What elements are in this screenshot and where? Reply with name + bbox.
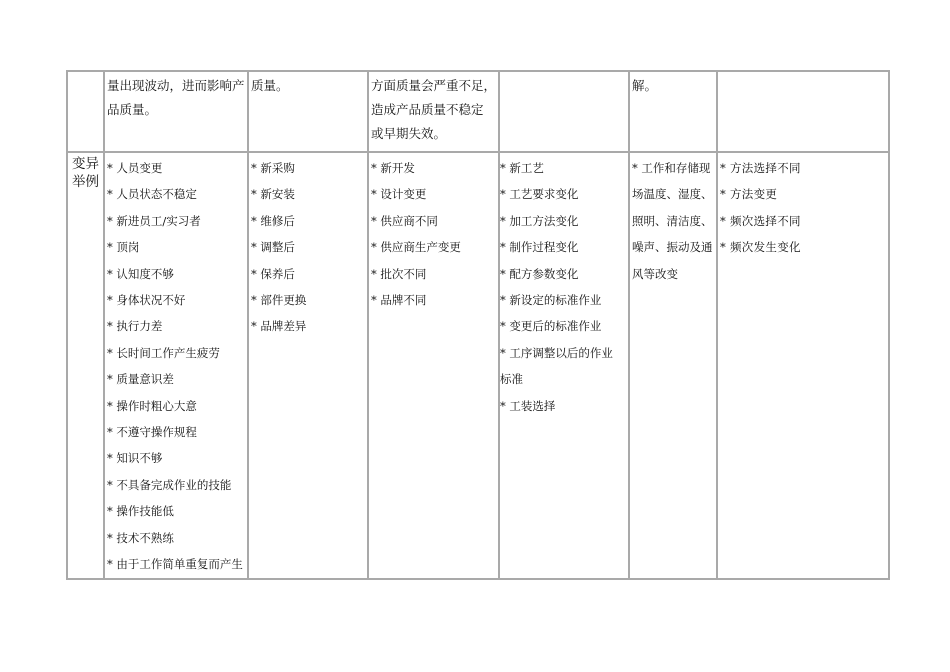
examples-environment: [629, 152, 717, 579]
cell-text-line: 标准: [500, 372, 523, 387]
cell-text-line: * 技术不熟练: [107, 530, 174, 545]
variation-table: [66, 70, 890, 580]
cell-text-line: * 工作和存储现: [632, 161, 711, 175]
top-label-cell: [67, 71, 104, 152]
cell-text-line: * 操作技能低: [107, 504, 174, 519]
cell-text-line: 量出现波动，进而影响产: [107, 78, 245, 93]
cell-text-line: * 工艺要求变化: [500, 187, 579, 202]
cell-text-line: * 人员变更: [107, 161, 163, 175]
cell-text-line: * 知识不够: [107, 451, 163, 466]
top-cell-machine: [248, 71, 368, 152]
cell-text-line: * 新工艺: [500, 161, 544, 175]
cell-text-line: * 执行力差: [107, 319, 163, 334]
cell-text-line: * 调整后: [251, 240, 295, 255]
cell-text-line: * 操作时粗心大意: [107, 398, 197, 413]
cell-text-line: 品质量。: [107, 102, 158, 117]
cell-text-line: * 长时间工作产生疲劳: [107, 345, 220, 360]
cell-text-line: * 供应商生产变更: [371, 240, 461, 255]
cell-text-line: 解。: [632, 78, 658, 93]
cell-text-line: * 质量意识差: [107, 372, 174, 387]
cell-text-line: 变异: [72, 156, 99, 172]
cell-text-line: * 认知度不够: [107, 266, 174, 281]
variation-examples-row: [67, 152, 889, 579]
cell-text-line: * 顶岗: [107, 240, 140, 255]
top-cell-material: [368, 71, 499, 152]
cell-text-line: * 变更后的标准作业: [500, 319, 602, 334]
cell-text-line: * 批次不同: [371, 266, 427, 281]
cell-text-line: * 新设定的标准作业: [500, 293, 602, 308]
cell-text-line: * 加工方法变化: [500, 213, 579, 228]
cell-text-line: * 不遵守操作规程: [107, 425, 197, 440]
cell-text-line: 或早期失效。: [371, 126, 447, 141]
cell-text-line: 方面质量会严重不足，: [371, 78, 497, 93]
cell-text-line: 造成产品质量不稳定: [371, 102, 484, 117]
top-cell-personnel: [104, 71, 248, 152]
cell-text-line: * 新进员工/实习者: [107, 213, 201, 228]
examples-method: [499, 152, 629, 579]
cell-text-line: * 工装选择: [500, 398, 556, 413]
cell-text-line: * 身体状况不好: [107, 293, 186, 308]
examples-measurement: [717, 152, 889, 579]
cell-text-line: * 保养后: [251, 266, 295, 281]
cell-text-line: 举例: [72, 174, 99, 190]
top-cell-method: [499, 71, 629, 152]
examples-personnel: [104, 152, 248, 579]
row-label-cell: [67, 152, 104, 579]
cell-text-line: 风等改变: [632, 266, 678, 281]
examples-material: [368, 152, 499, 579]
cell-text-line: 噪声、振动及通: [632, 240, 713, 255]
cell-text-line: * 频次选择不同: [720, 213, 801, 228]
cell-text-line: * 品牌不同: [371, 293, 427, 308]
cell-text-line: * 品牌差异: [251, 319, 307, 334]
cell-text-line: * 制作过程变化: [500, 240, 579, 255]
cell-text-line: * 频次发生变化: [720, 240, 801, 255]
cell-text-line: * 配方参数变化: [500, 266, 579, 281]
top-cell-measurement: [717, 71, 889, 152]
cell-text-line: 质量。: [251, 78, 289, 93]
cell-text-line: * 不具备完成作业的技能: [107, 477, 232, 492]
cell-text-line: * 新安装: [251, 187, 295, 202]
cell-text-line: * 设计变更: [371, 187, 427, 202]
continuation-row: [67, 71, 889, 152]
cell-text-line: * 新开发: [371, 161, 415, 175]
cell-text-line: * 人员状态不稳定: [107, 187, 197, 202]
cell-text-line: * 工序调整以后的作业: [500, 345, 613, 360]
cell-text-line: * 维修后: [251, 213, 295, 228]
cell-text-line: 照明、清洁度、: [632, 213, 713, 228]
examples-machine: [248, 152, 368, 579]
cell-text-line: * 方法变更: [720, 187, 778, 202]
cell-text-line: 场温度、湿度、: [632, 187, 713, 202]
cell-text-line: * 由于工作简单重复而产生: [107, 557, 243, 572]
cell-text-line: * 部件更换: [251, 293, 307, 308]
cell-text-line: * 方法选择不同: [720, 161, 801, 175]
top-cell-environment: [629, 71, 717, 152]
cell-text-line: * 新采购: [251, 161, 295, 175]
cell-text-line: * 供应商不同: [371, 213, 438, 228]
